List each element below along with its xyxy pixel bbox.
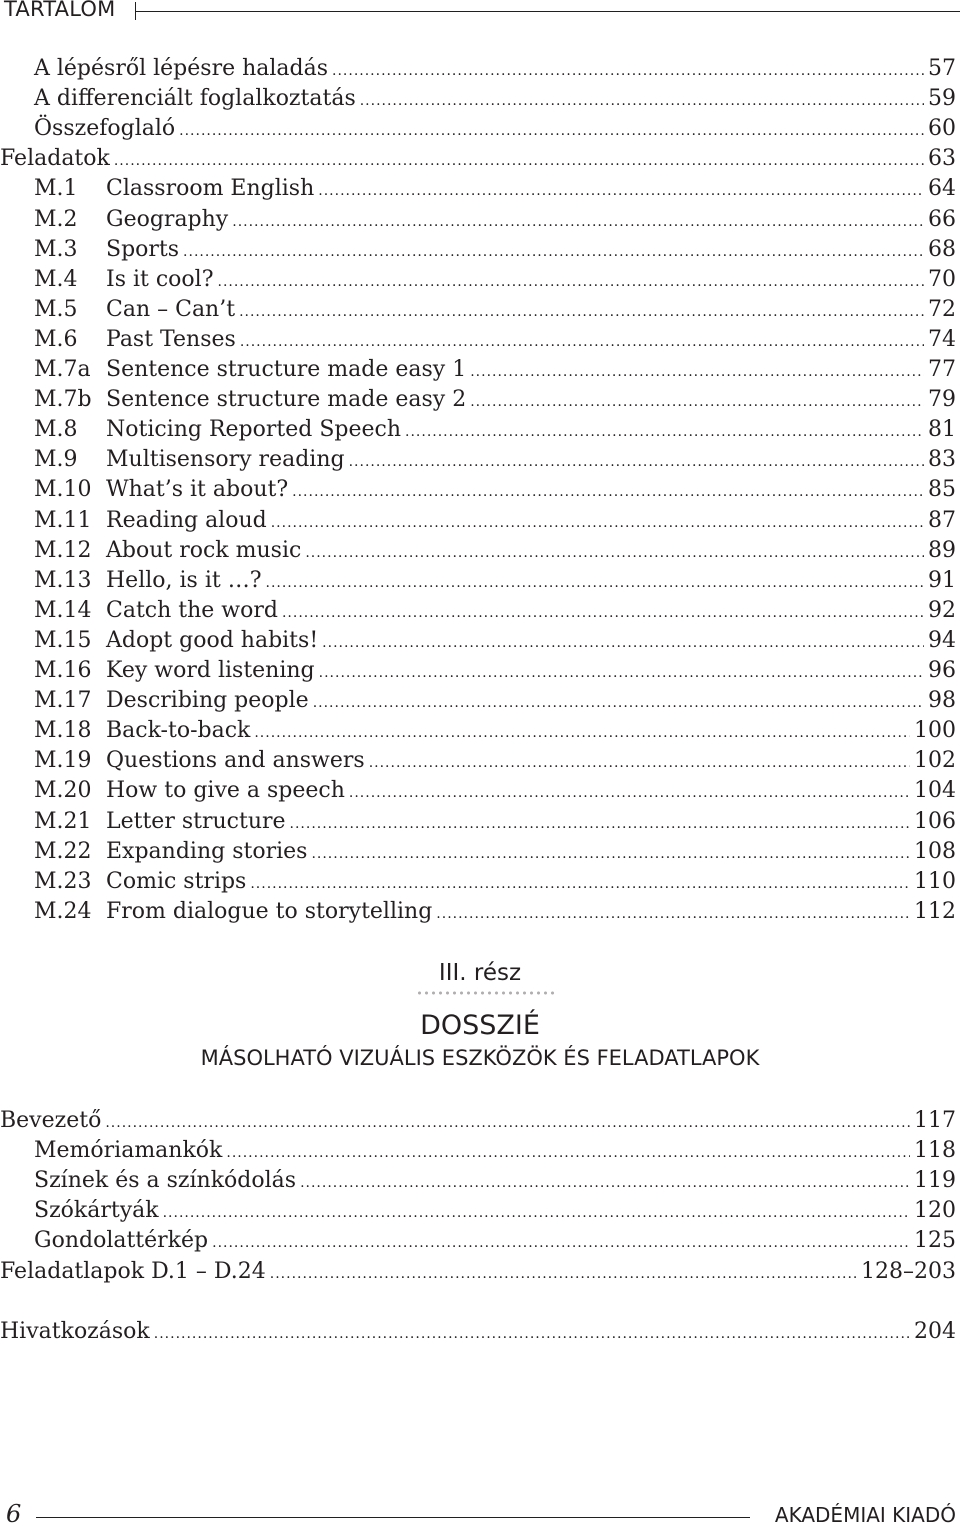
toc-entry[interactable]: [34, 54, 956, 84]
toc-entry-page: 120: [914, 1198, 956, 1224]
toc-entry-code: M.4: [34, 266, 78, 292]
toc-entry-title: Geography: [106, 206, 229, 232]
toc-leader-dots: [349, 447, 924, 477]
toc-entry-code: M.18: [34, 718, 92, 744]
toc-entry-page: 125: [914, 1228, 956, 1254]
toc-entry[interactable]: [34, 265, 956, 295]
toc-entry-title: Describing people: [106, 688, 309, 714]
toc-leader-dots: [470, 357, 924, 387]
toc-leader-dots: [319, 658, 924, 688]
page-header: [0, 0, 960, 24]
toc-entry-title: Összefoglaló: [34, 116, 176, 142]
toc-entry-code: M.6: [34, 326, 78, 352]
toc-entry-title: How to give a speech: [106, 778, 345, 804]
toc-entry[interactable]: [34, 415, 956, 445]
toc-leader-dots: [163, 1198, 910, 1228]
toc-entry-page: 60: [928, 116, 956, 142]
toc-leader-dots: [405, 417, 924, 447]
toc-entry-title: Multisensory reading: [106, 447, 345, 473]
toc-entry-page: 87: [928, 507, 956, 533]
toc-entry[interactable]: [34, 1136, 956, 1166]
toc-leader-dots: [270, 1259, 857, 1289]
toc-entry[interactable]: [34, 566, 956, 596]
toc-entry-code: M.14: [34, 597, 92, 623]
toc-entry-code: M.17: [34, 688, 92, 714]
toc-entry[interactable]: [34, 325, 956, 355]
toc-entry-page: 102: [914, 748, 956, 774]
toc-leader-dots: [240, 327, 924, 357]
toc-entry-code: M.15: [34, 627, 92, 653]
toc-entry-title: Feladatok: [0, 146, 110, 172]
toc-entry-code: M.11: [34, 507, 92, 533]
toc-entry-code: M.7b: [34, 387, 92, 413]
toc-entry-title: A lépésről lépésre haladás: [34, 56, 329, 81]
toc-leader-dots: [311, 839, 910, 869]
toc-entry-page: 57: [928, 56, 956, 81]
toc-entry-code: M.9: [34, 447, 78, 473]
toc-entry-page: 91: [928, 567, 956, 593]
toc-leader-dots: [318, 176, 924, 206]
toc-entry-page: 63: [928, 146, 956, 172]
toc-entry-title: Reading aloud: [106, 507, 267, 533]
toc-leader-dots: [332, 56, 924, 86]
toc-entry[interactable]: [0, 1257, 956, 1287]
toc-leader-dots: [232, 207, 924, 237]
toc-entry-code: M.8: [34, 417, 78, 443]
toc-entry-code: M.3: [34, 236, 78, 262]
toc-entry-title: Can – Can’t: [106, 296, 236, 322]
toc-leader-dots: [218, 267, 925, 297]
toc-leader-dots: [250, 869, 910, 899]
toc-entry-code: M.12: [34, 537, 92, 563]
toc-entry-page: 108: [914, 838, 956, 864]
toc-entry-page: 83: [928, 447, 956, 473]
toc-entry-page: 64: [928, 176, 956, 202]
toc-entry-code: M.21: [34, 808, 92, 834]
toc-leader-dots: [322, 628, 924, 658]
toc-entry-page: 110: [914, 868, 956, 894]
toc-entry-title: Comic strips: [106, 868, 247, 894]
toc-entry[interactable]: [34, 475, 956, 505]
toc-entry-title: Back-to-back: [106, 718, 251, 744]
toc-entry[interactable]: [34, 716, 956, 746]
toc-leader-dots: [254, 718, 910, 748]
toc-leader-dots: [183, 237, 924, 267]
toc-entry-title: Gondolattérkép: [34, 1228, 209, 1254]
toc-entry-page: 92: [928, 597, 956, 623]
toc-entry[interactable]: [0, 1106, 956, 1136]
toc-entry-page: 79: [928, 387, 956, 413]
toc-entry-page: 70: [928, 266, 956, 292]
toc-entry-page: 104: [914, 778, 956, 804]
toc-entry-title: Past Tenses: [106, 326, 236, 352]
toc-entry-page: 112: [914, 898, 956, 924]
toc-entry-title: Is it cool?: [106, 266, 214, 292]
toc-entry[interactable]: [34, 114, 956, 144]
toc-leader-dots: [305, 538, 924, 568]
toc-leader-dots: [105, 1108, 910, 1138]
toc-entry-title: Hivatkozások: [0, 1319, 150, 1344]
toc-entry-title: Sentence structure made easy 2: [106, 387, 467, 413]
toc-leader-dots: [313, 688, 924, 718]
toc-entry[interactable]: [34, 84, 956, 114]
toc-entry[interactable]: [34, 746, 956, 776]
footer-publisher: AKADÉMIAI KIADÓ: [774, 1503, 956, 1527]
toc-entry-code: M.24: [34, 898, 92, 924]
toc-entry-title: Sentence structure made easy 1: [106, 357, 467, 382]
toc-entry-page: 77: [928, 357, 956, 382]
toc-entry[interactable]: [34, 1166, 956, 1196]
toc-entry[interactable]: [34, 656, 956, 686]
toc-entry-title: Feladatlapok D.1 – D.24: [0, 1258, 266, 1284]
toc-entry-title: Hello, is it …?: [106, 567, 262, 593]
toc-entry-page: 118: [914, 1138, 956, 1164]
toc-leader-dots: [290, 809, 910, 839]
toc-leader-dots: [300, 1168, 910, 1198]
toc-entry[interactable]: [0, 1317, 956, 1347]
toc-leader-dots: [292, 477, 924, 507]
toc-leader-dots: [369, 748, 910, 778]
footer-rule: [36, 1517, 750, 1518]
toc-entry[interactable]: [34, 355, 956, 385]
part-subtitle: MÁSOLHATÓ VIZUÁLIS ESZKÖZÖK ÉS FELADATLAPOK: [200, 1046, 760, 1070]
toc-entry-page: 94: [928, 627, 956, 653]
toc-leader-dots: [436, 899, 910, 929]
toc-entry-page: 117: [914, 1108, 956, 1133]
toc-entry[interactable]: [34, 807, 956, 837]
toc-entry-page: 85: [928, 477, 956, 503]
toc-entry[interactable]: [34, 205, 956, 235]
toc-entry[interactable]: [34, 686, 956, 716]
toc-leader-dots: [266, 568, 925, 598]
toc-entry-title: Noticing Reported Speech: [106, 417, 402, 443]
toc-entry[interactable]: [34, 174, 956, 204]
toc-entry-title: Szókártyák: [34, 1198, 159, 1224]
toc-entry[interactable]: [34, 626, 956, 656]
toc-entry-page: 96: [928, 658, 956, 683]
part-label: III. rész: [438, 960, 522, 986]
toc-entry-code: M.5: [34, 296, 78, 322]
toc-entry-page: 98: [928, 688, 956, 714]
toc-entry-title: Letter structure: [106, 808, 286, 834]
toc-leader-dots: [282, 598, 924, 628]
toc-entry-code: M.10: [34, 477, 92, 503]
toc-leader-dots: [271, 508, 924, 538]
part-title: DOSSZIÉ: [420, 1010, 540, 1041]
toc-leader-dots: [349, 778, 910, 808]
toc-entry-title: Key word listening: [106, 658, 315, 683]
toc-entry[interactable]: [34, 506, 956, 536]
toc-entry-page: 100: [914, 718, 956, 744]
toc-entry-page: 72: [928, 296, 956, 322]
toc-entry[interactable]: [34, 235, 956, 265]
toc-entry-page: 128–203: [861, 1258, 956, 1284]
toc-entry-page: 204: [914, 1319, 956, 1344]
toc-entry-page: 81: [928, 417, 956, 443]
toc-leader-dots: [239, 297, 924, 327]
toc-entry-title: About rock music: [106, 537, 302, 563]
toc-entry-title: Questions and answers: [106, 748, 365, 774]
toc-entry[interactable]: [34, 385, 956, 415]
toc-entry-page: 106: [914, 808, 956, 834]
header-rule: [136, 11, 960, 12]
toc-entry[interactable]: [34, 867, 956, 897]
toc-leader-dots: [154, 1319, 910, 1349]
toc-entry-page: 89: [928, 537, 956, 563]
toc-entry-title: Memóriamankók: [34, 1138, 223, 1164]
toc-entry-code: M.1: [34, 176, 78, 202]
part-dotted-underline: [416, 990, 556, 996]
toc-entry[interactable]: [34, 837, 956, 867]
toc-entry[interactable]: [34, 445, 956, 475]
toc-entry[interactable]: [34, 776, 956, 806]
toc-entry-code: M.23: [34, 868, 92, 894]
toc-leader-dots: [360, 86, 924, 116]
toc-leader-dots: [470, 387, 924, 417]
toc-entry-code: M.16: [34, 658, 92, 683]
toc-entry-title: What’s it about?: [106, 477, 289, 503]
toc-entry-title: A differenciált foglalkoztatás: [34, 86, 356, 112]
toc-entry-title: Adopt good habits!: [106, 627, 319, 653]
toc-entry-code: M.19: [34, 748, 92, 774]
toc-entry-title: Expanding stories: [106, 838, 308, 864]
footer-page-number: 6: [6, 1500, 22, 1528]
toc-leader-dots: [212, 1228, 910, 1258]
toc-leader-dots: [226, 1138, 910, 1168]
toc-entry[interactable]: [34, 1196, 956, 1226]
toc-entry-page: 68: [928, 236, 956, 262]
toc-entry-title: From dialogue to storytelling: [106, 898, 433, 924]
toc-entry-page: 119: [914, 1168, 956, 1194]
toc-entry-code: M.13: [34, 567, 92, 593]
toc-entry[interactable]: [0, 144, 956, 174]
toc-entry-title: Classroom English: [106, 176, 315, 202]
toc-leader-dots: [179, 116, 924, 146]
toc-entry[interactable]: [34, 897, 956, 927]
toc-entry-title: Sports: [106, 236, 180, 262]
toc-leader-dots: [114, 146, 924, 176]
toc-entry-code: M.20: [34, 778, 92, 804]
toc-entry-code: M.22: [34, 838, 92, 864]
toc-entry[interactable]: [34, 596, 956, 626]
toc-entry[interactable]: [34, 295, 956, 325]
toc-entry-title: Színek és a színkódolás: [34, 1168, 297, 1194]
toc-entry[interactable]: [34, 1226, 956, 1256]
toc-entry-code: M.2: [34, 206, 78, 232]
toc-entry-title: Bevezető: [0, 1108, 102, 1133]
toc-entry-title: Catch the word: [106, 597, 278, 623]
toc-entry[interactable]: [34, 536, 956, 566]
toc-entry-page: 74: [928, 326, 956, 352]
toc-entry-code: M.7a: [34, 357, 91, 382]
toc-entry-page: 59: [928, 86, 956, 112]
toc-entry-page: 66: [928, 206, 956, 232]
header-title: TARTALOM: [4, 0, 116, 21]
